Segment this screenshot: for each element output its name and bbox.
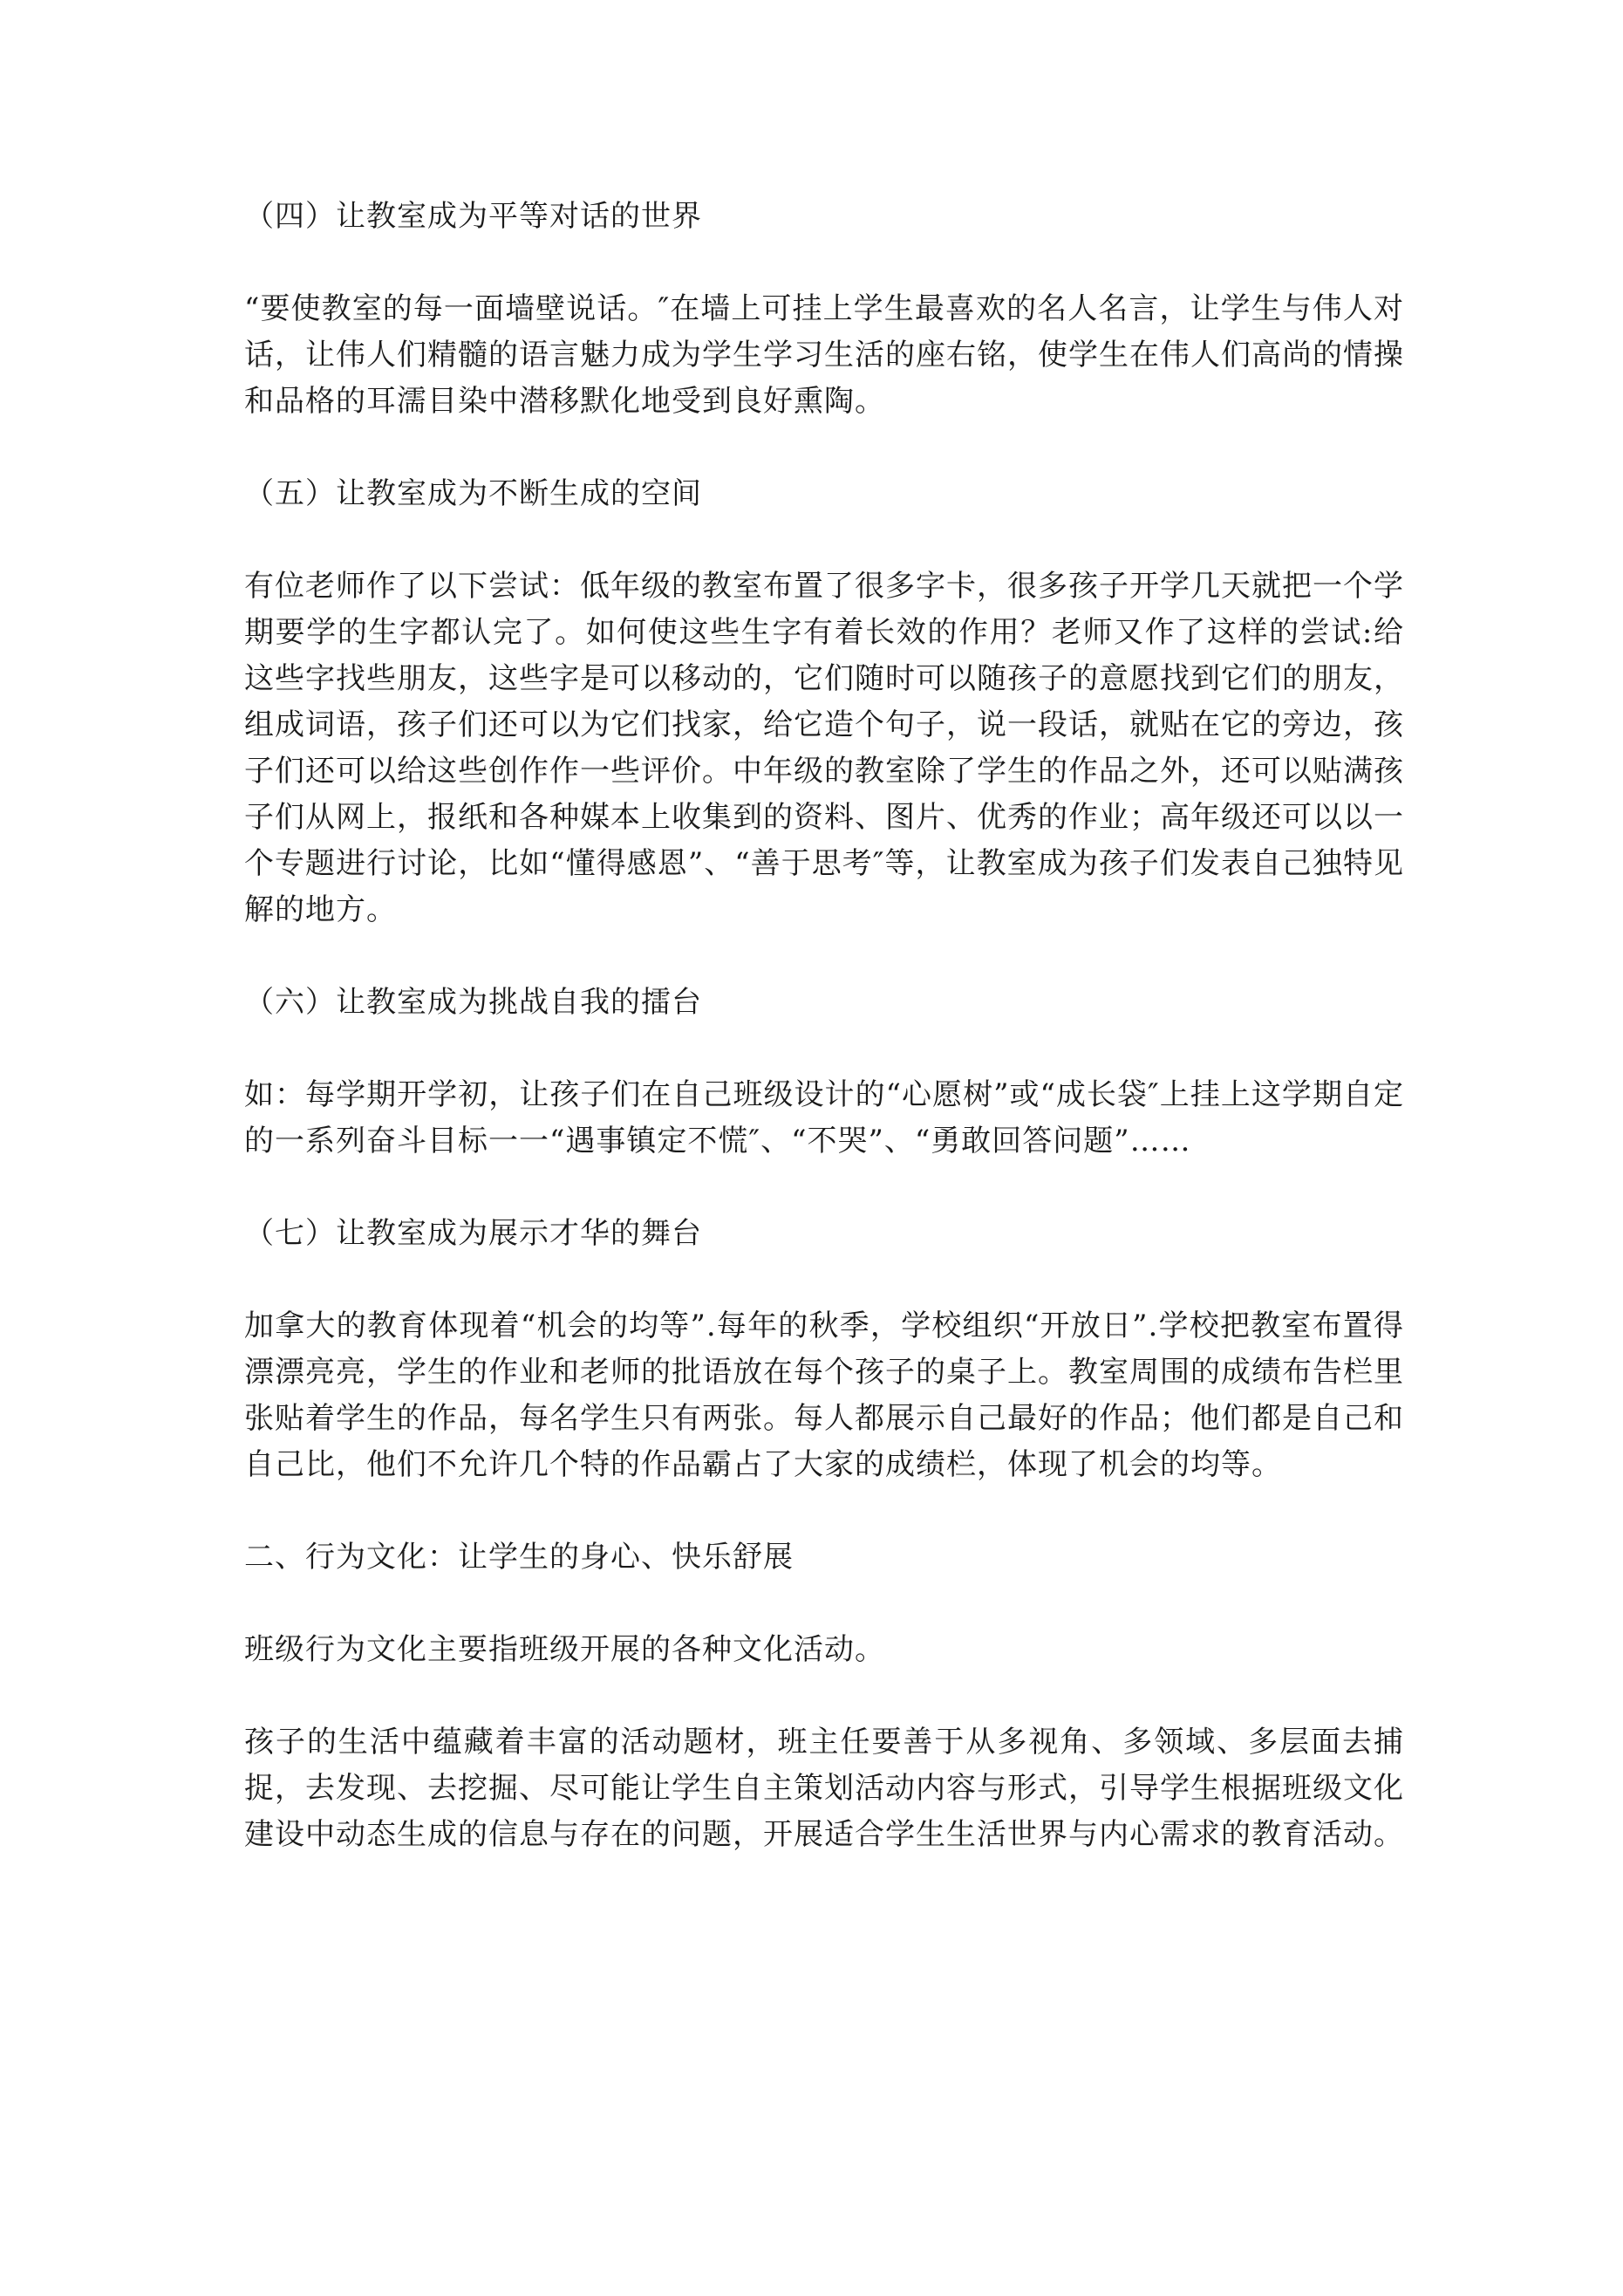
section-heading-seven: （七）让教室成为展示才华的舞台 bbox=[244, 1216, 702, 1251]
paragraph-word-cards: 有位老师作了以下尝试：低年级的教室布置了很多字卡，很多孩子开学几天就把一个学期要学的生字都认完了。如何使这些生字有着长效的作用？老师又作了这样的尝试:给这些字找些朋友，这些字是可以移动的，它们随时可以随孩子的意愿找到它们的朋友，组成词语，孩子们还可以为它们找家，给它造个句子，说一段话，就贴在它的旁边，孩子们还可以给这些创作作一些评价。中年级的教室除了学生的作品之外，还可以贴满孩子们从网上，报纸和各种媒本上收集到的资料、图片、优秀的作业；高年级还可以以一个专题进行讨论，比如“懂得感恩”、“善于思考″等，让教室成为孩子们发表自己独特见解的地方。 bbox=[244, 569, 1404, 927]
section-heading-behavior-culture: 二、行为文化：让学生的身心、快乐舒展 bbox=[244, 1540, 794, 1575]
paragraph-activity-themes: 孩子的生活中蕴藏着丰富的活动题材，班主任要善于从多视角、多领域、多层面去捕捉，去发现、去挖掘、尽可能让学生自主策划活动内容与形式，引导学生根据班级文化建设中动态生成的信息与存在的问题，开展适合学生生活世界与内心需求的教育活动。 bbox=[244, 1725, 1404, 1852]
document-body bbox=[244, 194, 1404, 1904]
paragraph-class-activities: 班级行为文化主要指班级开展的各种文化活动。 bbox=[244, 1632, 885, 1667]
section-heading-five: （五）让教室成为不断生成的空间 bbox=[244, 476, 702, 511]
paragraph-wall-quotes: “要使教室的每一面墙壁说话。″在墙上可挂上学生最喜欢的名人名言，让学生与伟人对话，让伟人们精髓的语言魅力成为学生学习生活的座右铭，使学生在伟人们高尚的情操和品格的耳濡目染中潜移默化地受到良好熏陶。 bbox=[244, 291, 1404, 419]
section-heading-six: （六）让教室成为挑战自我的擂台 bbox=[244, 985, 702, 1020]
section-heading-four: （四）让教室成为平等对话的世界 bbox=[244, 199, 702, 234]
paragraph-wish-tree: 如：每学期开学初，让孩子们在自己班级设计的“心愿树”或“成长袋″上挂上这学期自定的一系列奋斗目标一一“遇事镇定不慌″、“不哭”、“勇敢回答问题”…… bbox=[244, 1077, 1404, 1158]
paragraph-canada-open-day: 加拿大的教育体现着“机会的均等”.每年的秋季，学校组织“开放日”.学校把教室布置得漂漂亮亮，学生的作业和老师的批语放在每个孩子的桌子上。教室周围的成绩布告栏里张贴着学生的作品，每名学生只有两张。每人都展示自己最好的作品；他们都是自己和自己比，他们不允许几个特的作品霸占了大家的成绩栏，体现了机会的均等。 bbox=[244, 1309, 1404, 1482]
